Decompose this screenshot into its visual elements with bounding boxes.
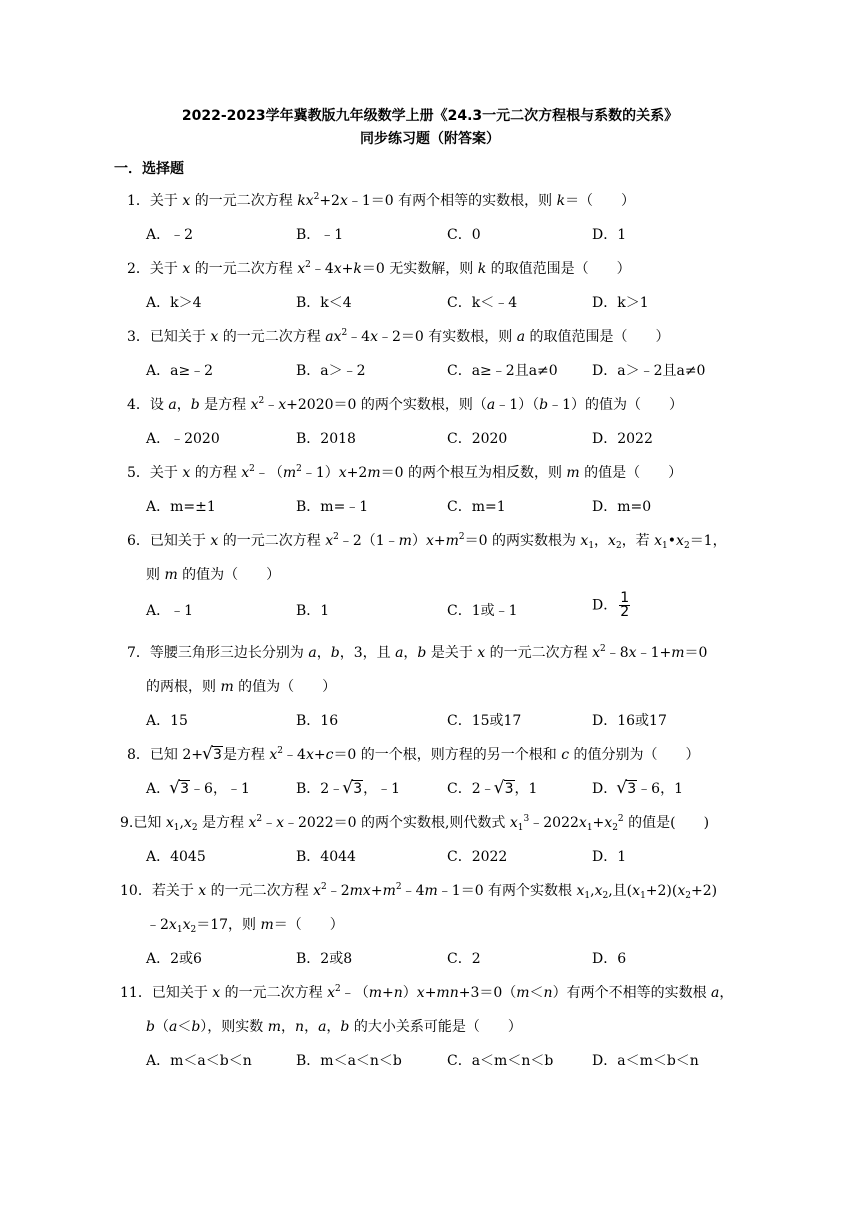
question-2: 2．关于 x 的一元二次方程 $x^2﹣4x+k=0$ 无实数解，则 k 的取值范围是（ ） bbox=[127, 260, 631, 277]
q6-option-a[interactable]: A．﹣1 bbox=[146, 603, 194, 619]
q10-option-d[interactable]: D．6 bbox=[592, 951, 627, 967]
q9-option-d[interactable]: D．1 bbox=[592, 849, 627, 865]
section-heading: 一．选择题 bbox=[114, 161, 184, 177]
question-6-continued: 则 m 的值为（ ） bbox=[146, 567, 281, 583]
q7-option-a[interactable]: A．15 bbox=[146, 713, 188, 729]
q2-option-c[interactable]: C．k＜﹣4 bbox=[447, 295, 518, 311]
q3-option-b[interactable]: B．a＞﹣2 bbox=[296, 363, 366, 379]
q3-option-d[interactable]: D．a＞﹣2且a≠0 bbox=[592, 363, 706, 379]
q4-option-c[interactable]: C．2020 bbox=[447, 431, 508, 447]
q7-option-c[interactable]: C．15或17 bbox=[447, 713, 522, 729]
q8-option-a[interactable]: A．√ 3﹣6，﹣1 bbox=[146, 778, 250, 798]
question-9: 9.已知 $x_1,x_2$ 是方程 $x^2﹣x﹣2022=0$ 的两个实数根,则代数式 $x_1^3﹣2022x_1+x_2^2$ 的值是( ) bbox=[120, 814, 710, 833]
q11-option-c[interactable]: C．a＜m＜n＜b bbox=[447, 1053, 554, 1069]
q8-option-d[interactable]: D．√ 3﹣6，1 bbox=[592, 778, 683, 798]
q9-option-c[interactable]: C．2022 bbox=[447, 849, 508, 865]
q11-option-b[interactable]: B．m＜a＜n＜b bbox=[296, 1053, 402, 1069]
question-11-continued: b（a＜b），则实数 m，n，a，b 的大小关系可能是（ ） bbox=[146, 1019, 522, 1035]
q10-option-c[interactable]: C．2 bbox=[447, 951, 481, 967]
q6-option-c[interactable]: C．1或﹣1 bbox=[447, 603, 518, 619]
q2-option-b[interactable]: B．k＜4 bbox=[296, 295, 352, 311]
q10-option-a[interactable]: A．2或6 bbox=[146, 951, 202, 967]
worksheet-subtitle: 同步练习题（附答案） bbox=[360, 131, 500, 147]
question-1: 1．关于 x 的一元二次方程 $kx^2+2x﹣1=0$ 有两个相等的实数根，则 k＝（ ） bbox=[127, 192, 636, 209]
question-11: 11．已知关于 x 的一元二次方程 $x^2﹣(m+n)x+mn+3=0(m<n)$有两个不相等的实数根 a， bbox=[120, 984, 734, 1001]
question-7: 7．等腰三角形三边长分别为 a，b，3，且 a，b 是关于 x 的一元二次方程 $x^2﹣8x﹣1+m=0$ bbox=[127, 644, 708, 661]
worksheet-title: 2022-2023学年冀教版九年级数学上册《24.3一元二次方程根与系数的关系》 bbox=[181, 108, 679, 124]
q11-option-d[interactable]: D．a＜m＜b＜n bbox=[592, 1053, 699, 1069]
q5-option-b[interactable]: B．m=﹣1 bbox=[296, 499, 369, 515]
q6-option-d[interactable]: D． $\frac{1}{2}$ bbox=[592, 590, 630, 620]
q9-option-b[interactable]: B．4044 bbox=[296, 849, 356, 865]
question-4: 4．设 a，b 是方程 $x^2﹣x+2020=0$ 的两个实数根，则（a﹣1）（b﹣1）的值为（ ） bbox=[127, 396, 684, 413]
q10-option-b[interactable]: B．2或8 bbox=[296, 951, 353, 967]
q5-option-a[interactable]: A．m=±1 bbox=[146, 499, 216, 515]
q5-option-d[interactable]: D．m=0 bbox=[592, 499, 652, 515]
q7-option-d[interactable]: D．16或17 bbox=[592, 713, 667, 729]
one-half-fraction: $\frac{1}{2}$ bbox=[620, 590, 630, 620]
question-10: 10．若关于 x 的一元二次方程 $x^2﹣2mx+m^2﹣4m﹣1=0$ 有两个实数根 $x_1,x_2$,且$(x_1+2)(x_2+2)$ bbox=[120, 882, 718, 901]
q1-option-c[interactable]: C．0 bbox=[447, 227, 481, 243]
q2-option-d[interactable]: D．k＞1 bbox=[592, 295, 649, 311]
q8-option-b[interactable]: B．2﹣√ 3，﹣1 bbox=[296, 778, 400, 798]
q1-option-d[interactable]: D．1 bbox=[592, 227, 627, 243]
question-10-continued: $﹣2x_1x_2=17$，则 m＝（ ） bbox=[146, 917, 344, 935]
q8-option-c[interactable]: C．2﹣√ 3，1 bbox=[447, 778, 537, 798]
q4-option-b[interactable]: B．2018 bbox=[296, 431, 356, 447]
q6-option-b[interactable]: B．1 bbox=[296, 603, 330, 619]
q11-option-a[interactable]: A．m＜a＜b＜n bbox=[146, 1053, 252, 1069]
q9-option-a[interactable]: A．4045 bbox=[146, 849, 206, 865]
q4-option-a[interactable]: A．﹣2020 bbox=[146, 431, 220, 447]
question-3: 3．已知关于 x 的一元二次方程 $ax^2﹣4x﹣2=0$ 有实数根，则 a 的取值范围是（ ） bbox=[127, 328, 670, 345]
question-5: 5．关于 x 的方程 $x^2﹣(m^2﹣1)x+2m=0$ 的两个根互为相反数，则 m 的值是（ ） bbox=[127, 464, 683, 481]
q3-option-a[interactable]: A．a≥﹣2 bbox=[146, 363, 214, 379]
question-6: 6．已知关于 x 的一元二次方程 $x^2﹣2(1﹣m)x+m^2=0$ 的两实数根为 $x_1$，$x_2$，若 $x_1•x_2=1$， bbox=[127, 532, 727, 551]
q7-option-b[interactable]: B．16 bbox=[296, 713, 339, 729]
question-7-continued: 的两根，则 m 的值为（ ） bbox=[146, 679, 337, 695]
q4-option-d[interactable]: D．2022 bbox=[592, 431, 653, 447]
q3-option-c[interactable]: C．a≥﹣2且a≠0 bbox=[447, 363, 558, 379]
q1-option-b[interactable]: B．﹣1 bbox=[296, 227, 344, 243]
q1-option-a[interactable]: A．﹣2 bbox=[146, 227, 194, 243]
question-8: 8．已知 2+√ 3是方程 $x^2﹣4x+c=0$ 的一个根，则方程的另一个根和 c 的值分别为（ ） bbox=[127, 744, 700, 764]
q2-option-a[interactable]: A．k＞4 bbox=[146, 295, 202, 311]
q5-option-c[interactable]: C．m=1 bbox=[447, 499, 506, 515]
